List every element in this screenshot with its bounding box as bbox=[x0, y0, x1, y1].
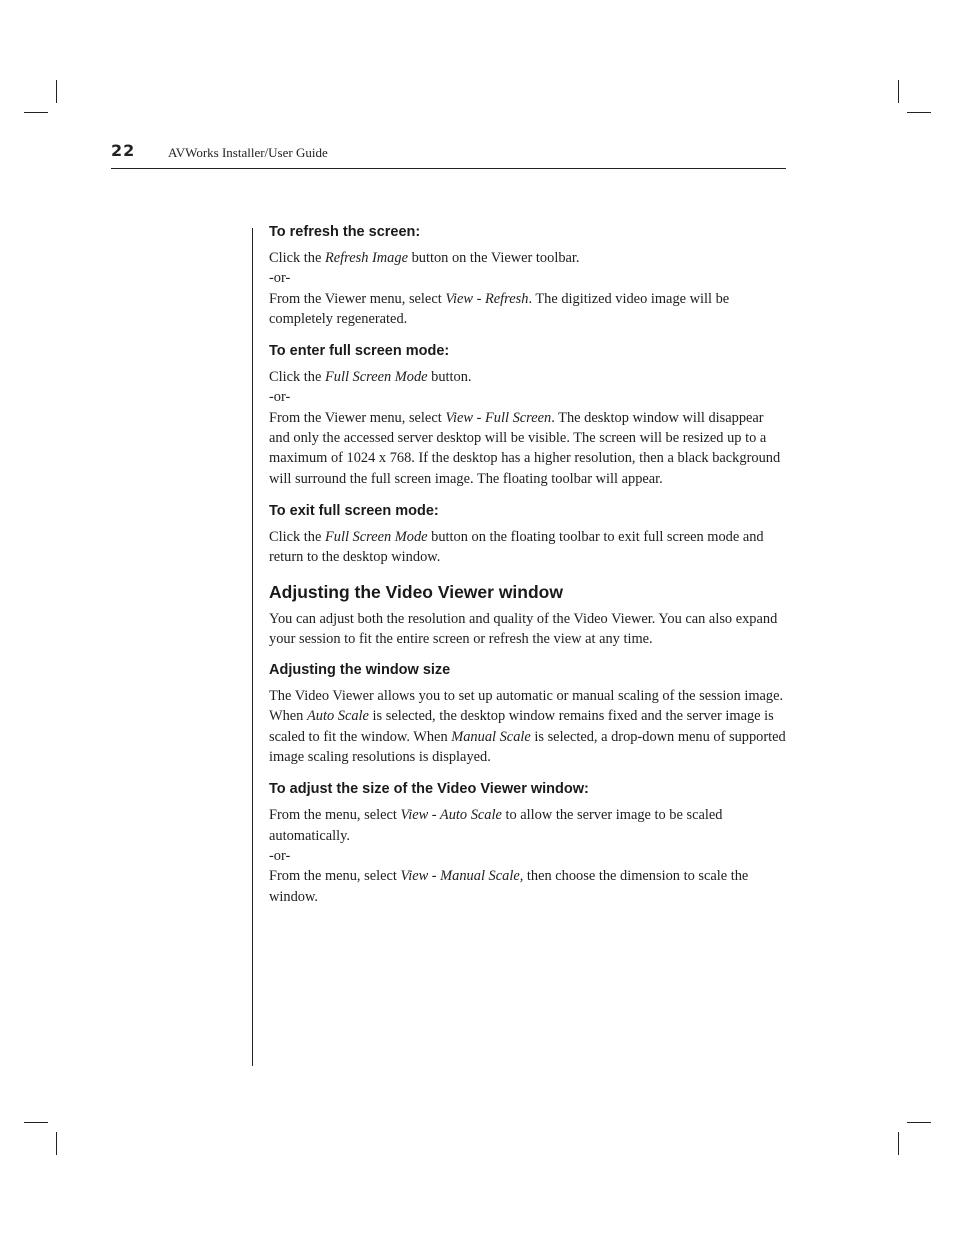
paragraph: From the Viewer menu, select View - Refresh. The digitized video image will be completely regenerated. bbox=[269, 290, 730, 327]
running-title: AVWorks Installer/User Guide bbox=[168, 145, 328, 160]
paragraph: Click the Full Screen Mode button on the floating toolbar to exit full screen mode and return to the desktop window. bbox=[269, 528, 764, 566]
crop-mark bbox=[24, 1122, 48, 1123]
section-heading: To enter full screen mode: bbox=[269, 343, 450, 360]
page-number: 22 bbox=[111, 141, 136, 160]
crop-mark bbox=[907, 1122, 931, 1123]
margin-rule bbox=[252, 228, 253, 1066]
section-refresh bbox=[269, 224, 787, 329]
chapter-heading: Adjusting the Video Viewer window bbox=[269, 581, 563, 602]
section-heading: Adjusting the window size bbox=[269, 662, 451, 679]
paragraph: Click the Refresh Image button on the Viewer toolbar. bbox=[269, 250, 580, 266]
paragraph: From the menu, select View - Manual Scale, then choose the dimension to scale the window. bbox=[269, 868, 749, 905]
paragraph: The Video Viewer allows you to set up automatic or manual scaling of the session image. When Auto Scale is selected, the desktop window remains fixed and the server image is scaled to fit the window. When Manual Scale is selected, a drop-down menu of supported image scaling resolutions is displayed. bbox=[269, 688, 786, 766]
paragraph: From the Viewer menu, select View - Full Screen. The desktop window will disappear and only the accessed server desktop will be visible. The screen will be resized up to a maximum of 1024 x 768. If the desktop has a higher resolution, then a black background will surround the full screen image. The floating toolbar will appear. bbox=[269, 409, 781, 487]
or-separator: -or- bbox=[269, 847, 291, 864]
paragraph: You can adjust both the resolution and quality of the Video Viewer. You can also expand your session to fit the entire screen or refresh the view at any time. bbox=[269, 610, 778, 647]
section-exit-full-screen bbox=[269, 503, 787, 568]
paragraph: Click the Full Screen Mode button. bbox=[269, 369, 472, 386]
or-separator: -or- bbox=[269, 270, 291, 287]
crop-mark bbox=[907, 112, 931, 113]
crop-mark bbox=[56, 1132, 57, 1155]
section-window-size bbox=[269, 662, 787, 767]
header-rule bbox=[111, 168, 786, 169]
section-enter-full-screen bbox=[269, 343, 787, 489]
crop-mark bbox=[56, 80, 57, 103]
section-heading: To refresh the screen: bbox=[269, 224, 421, 240]
crop-mark bbox=[898, 1132, 899, 1155]
section-heading: To adjust the size of the Video Viewer window: bbox=[269, 781, 589, 798]
or-separator: -or- bbox=[269, 389, 291, 406]
section-adjusting-viewer bbox=[269, 582, 787, 650]
section-adjust-size bbox=[269, 781, 787, 906]
section-heading: To exit full screen mode: bbox=[269, 502, 439, 519]
crop-mark bbox=[898, 80, 899, 103]
page-content bbox=[269, 224, 787, 921]
paragraph: From the menu, select View - Auto Scale to allow the server image to be scaled automatically. bbox=[269, 807, 723, 844]
crop-mark bbox=[24, 112, 48, 113]
